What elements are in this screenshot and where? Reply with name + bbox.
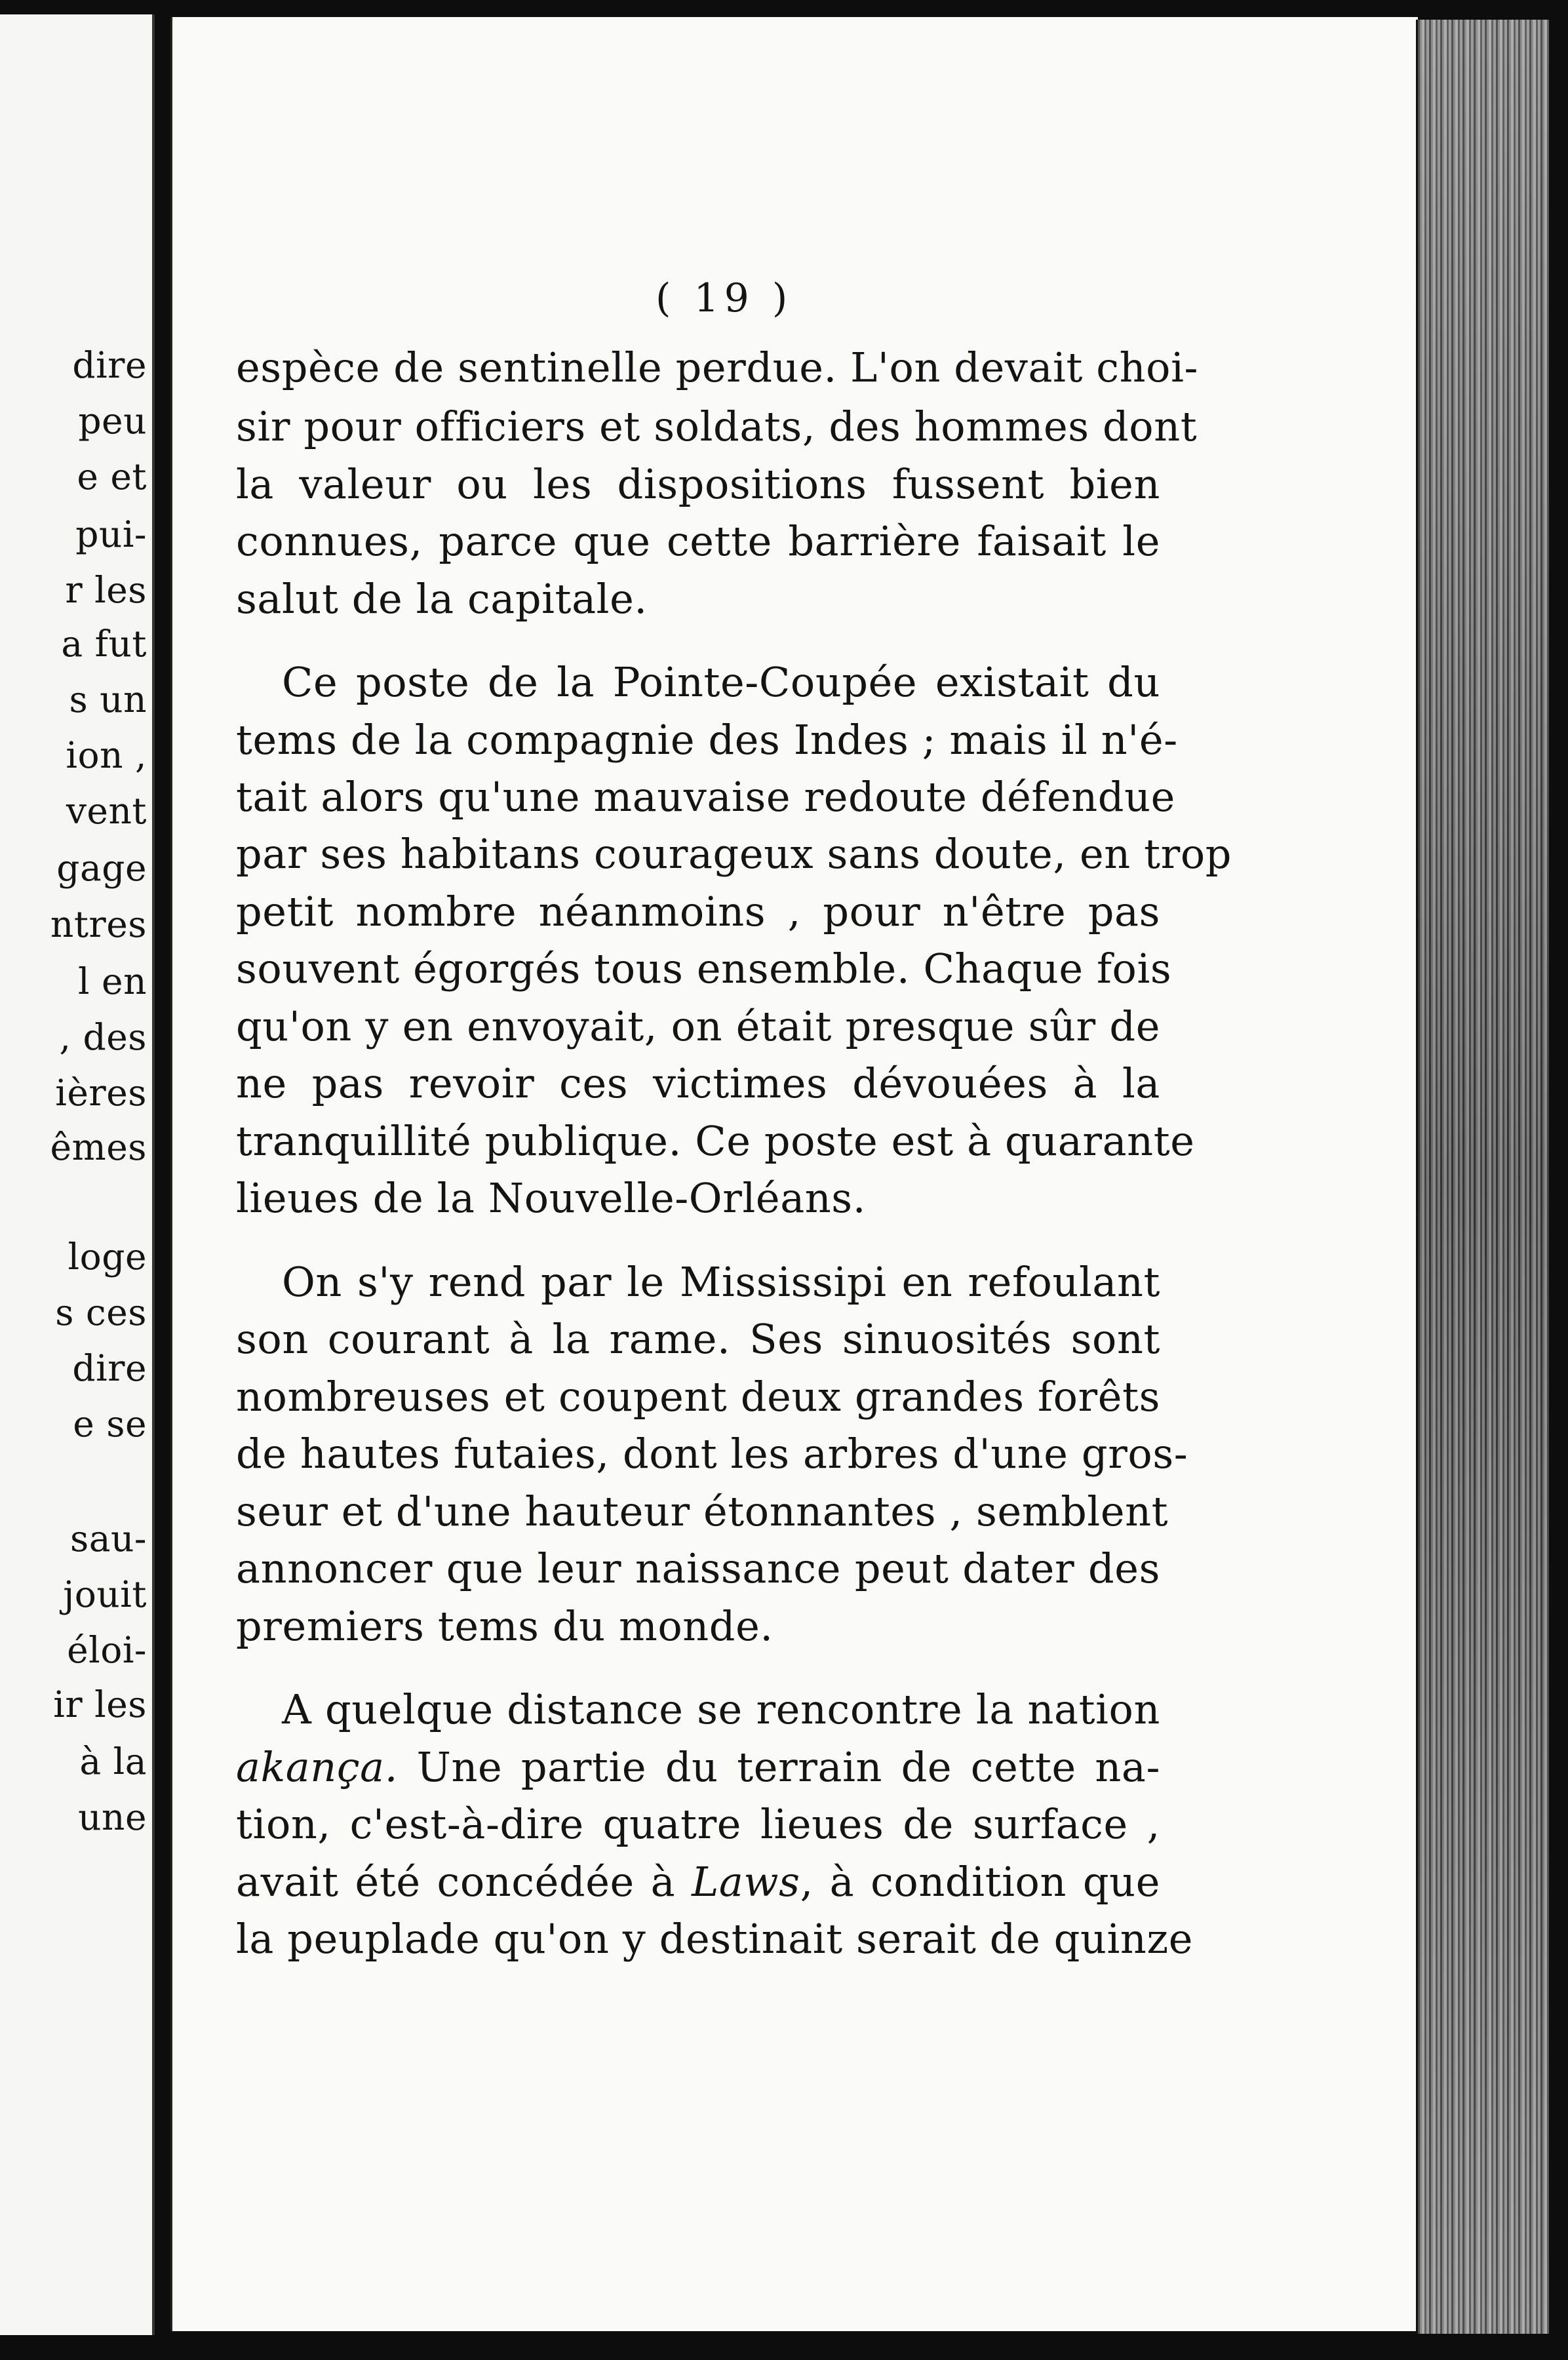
body-line: seur et d'une hauteur étonnantes , semblent: [236, 1487, 1169, 1535]
left-page: [0, 14, 155, 2335]
body-line: premiers tems du monde.: [236, 1602, 774, 1650]
left-page-line: jouit: [63, 1573, 147, 1615]
left-page-line: gage: [56, 847, 147, 889]
left-page-line: pui-: [75, 513, 147, 555]
body-line: lieues de la Nouvelle-Orléans.: [236, 1174, 867, 1222]
body-line: ne pas revoir ces victimes dévouées à la: [236, 1059, 1160, 1107]
body-line-text: avait été concédée à: [236, 1858, 692, 1906]
body-line: souvent égorgés tous ensemble. Chaque fois: [236, 945, 1172, 993]
left-page-line: a fut: [61, 623, 147, 665]
left-page-line: éloi-: [67, 1629, 147, 1671]
page-fore-edge: [1416, 20, 1549, 2334]
left-page-line: vent: [66, 790, 147, 832]
body-line: espèce de sentinelle perdue. L'on devait choi-: [236, 344, 1199, 391]
left-page-line: l en: [77, 960, 147, 1002]
left-page-line: e se: [73, 1403, 147, 1445]
left-page-line: e et: [77, 456, 147, 498]
body-line: A quelque distance se rencontre la nation: [282, 1685, 1160, 1733]
body-line: Ce poste de la Pointe-Coupée existait du: [282, 658, 1160, 706]
left-page-line: êmes: [50, 1126, 147, 1168]
body-line: par ses habitans courageux sans doute, en trop: [236, 830, 1232, 878]
left-page-line: dire: [72, 344, 147, 386]
body-line: annoncer que leur naissance peut dater des: [236, 1544, 1160, 1592]
body-line: de hautes futaies, dont les arbres d'une gros-: [236, 1430, 1188, 1478]
page-number: ( 19 ): [656, 275, 793, 321]
body-line: salut de la capitale.: [236, 575, 648, 623]
body-line: [236, 1858, 1160, 1906]
body-line: la valeur ou les dispositions fussent bien: [236, 460, 1160, 508]
body-line: On s'y rend par le Mississipi en refoulant: [282, 1258, 1160, 1306]
left-page-line: r les: [65, 569, 147, 611]
body-line-italic: Laws: [692, 1858, 800, 1906]
body-line-text: Une partie du terrain de cette na-: [398, 1743, 1160, 1791]
body-line: petit nombre néanmoins , pour n'être pas: [236, 888, 1160, 935]
body-line: tems de la compagnie des Indes ; mais il n'é-: [236, 716, 1178, 764]
left-page-line: ières: [55, 1072, 147, 1114]
left-page-line: s un: [69, 678, 147, 720]
left-page-line: ir les: [53, 1683, 147, 1725]
body-line-text: , à condition que: [800, 1858, 1160, 1906]
body-line: [236, 1743, 1160, 1791]
body-line: connues, parce que cette barrière faisait le: [236, 517, 1160, 565]
left-page-line: une: [78, 1796, 147, 1838]
left-page-line: , des: [59, 1016, 147, 1058]
body-line: son courant à la rame. Ses sinuosités sont: [236, 1315, 1160, 1363]
body-line: sir pour officiers et soldats, des hommes dont: [236, 403, 1198, 450]
left-page-line: loge: [68, 1236, 147, 1278]
left-page-line: à la: [79, 1740, 147, 1782]
left-page-line: peu: [78, 400, 147, 442]
body-line: tait alors qu'une mauvaise redoute défendue: [236, 773, 1175, 821]
body-line: nombreuses et coupent deux grandes forêts: [236, 1373, 1160, 1421]
left-page-line: ntres: [50, 903, 147, 945]
left-page-line: dire: [72, 1347, 147, 1389]
body-line-italic: akança.: [236, 1743, 399, 1791]
body-line: la peuplade qu'on y destinait serait de quinze: [236, 1915, 1194, 1963]
left-page-line: sau-: [69, 1518, 147, 1560]
left-page-line: ion ,: [66, 734, 147, 776]
left-page-line: s ces: [55, 1291, 147, 1333]
body-line: qu'on y en envoyait, on était presque sûr de: [236, 1002, 1160, 1050]
body-line: tranquillité publique. Ce poste est à quarante: [236, 1117, 1195, 1165]
body-line: tion, c'est-à-dire quatre lieues de surface ,: [236, 1800, 1160, 1848]
